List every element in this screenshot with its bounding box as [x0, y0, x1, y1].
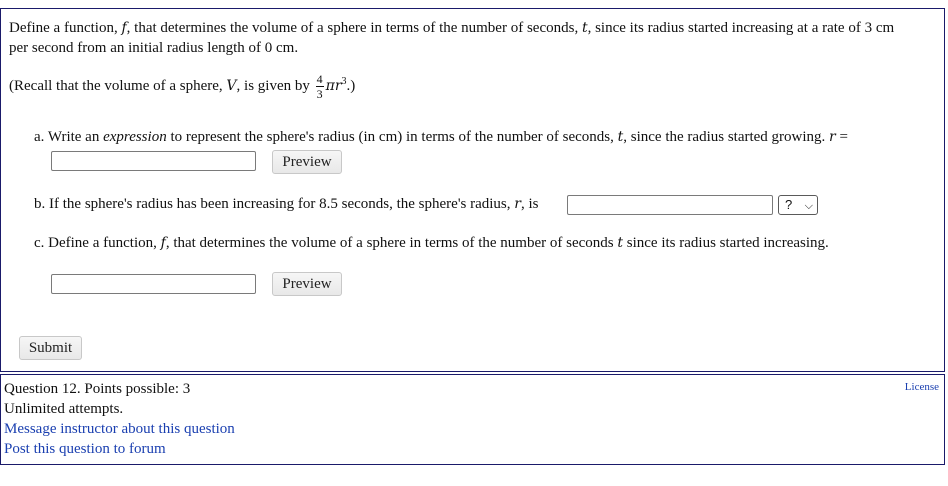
- part-c-preview-button[interactable]: Preview: [272, 272, 342, 296]
- chevron-down-icon: ⌵: [804, 200, 813, 212]
- question-intro-line2: per second from an initial radius length of 0 cm.: [9, 40, 299, 56]
- question-panel: [0, 8, 945, 372]
- submit-button[interactable]: Submit: [19, 336, 82, 360]
- part-b-answer-input[interactable]: [567, 195, 773, 215]
- part-c-prompt: c. Define a function, f, that determines the volume of a sphere in terms of the number of seconds t since its radius started increasing.: [34, 235, 829, 251]
- part-a-answer-input[interactable]: [51, 151, 256, 171]
- question-intro-line1: Define a function, f, that determines the volume of a sphere in terms of the number of seconds, t, since its radius started increasing at a rate of 3 cm: [9, 20, 895, 36]
- license-link[interactable]: License: [904, 381, 939, 393]
- part-b-prompt: b. If the sphere's radius has been increasing for 8.5 seconds, the sphere's radius, r, is: [34, 196, 539, 212]
- volume-formula-note: (Recall that the volume of a sphere, V, is given by $\frac{4}{3}$ $\pi r^3$.): [9, 72, 356, 101]
- part-c-answer-input[interactable]: [51, 274, 256, 294]
- post-to-forum-link[interactable]: Post this question to forum: [4, 441, 166, 457]
- question-points: Question 12. Points possible: 3: [4, 381, 191, 397]
- attempts-info: Unlimited attempts.: [4, 401, 124, 417]
- var-t: t: [581, 20, 588, 36]
- question-info-panel: [0, 374, 945, 465]
- fraction-four-thirds: $\frac{4}{3}$: [316, 72, 323, 101]
- part-a-prompt: a. Write an expression to represent the sphere's radius (in cm) in terms of the number of seconds, t, since the radius started growing. r =: [34, 129, 848, 145]
- part-b-units-select[interactable]: ? ⌵: [778, 195, 818, 215]
- part-a-preview-button[interactable]: Preview: [272, 150, 342, 174]
- message-instructor-link[interactable]: Message instructor about this question: [4, 421, 235, 437]
- var-f: f: [121, 20, 127, 36]
